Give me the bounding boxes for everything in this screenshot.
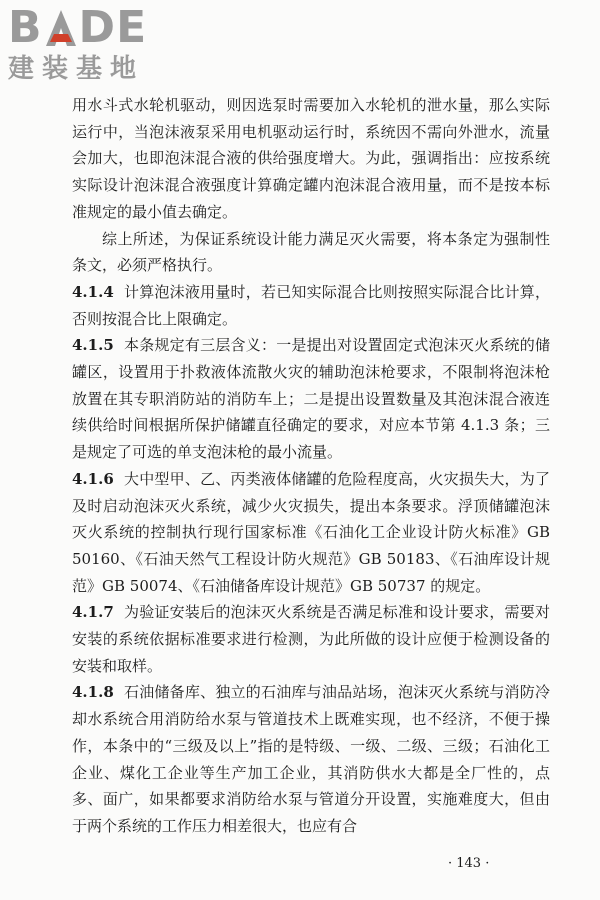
bade-logo [8, 4, 188, 88]
logo-a-mark [44, 8, 78, 48]
clause-number: 4.1.7 [72, 603, 114, 622]
clause-text: 石油储备库、独立的石油库与油品站场，泡沫灭火系统与消防冷却水系统合用消防给水泵与管道技术上既难实现，也不经济，不便于操作，本条中的“三级及以上”指的是特级、一级、二级、三级；石油化工企业、煤化工企业等生产加工企业，其消防供水大都是全厂性的，点多、面广，如果都要求消防给水泵与管道分开设置，实施难度大，但由于两个系统的工作压力相差很大，也应有合 [72, 683, 550, 835]
clause-number: 4.1.8 [72, 683, 114, 702]
logo-letters-de: DE [78, 2, 148, 53]
clause-4-1-6 [72, 466, 550, 600]
paragraph: 用水斗式水轮机驱动，则因选泵时需要加入水轮机的泄水量，那么实际运行中，当泡沫液泵采用电机驱动运行时，系统因不需向外泄水，流量会加大，也即泡沫混合液的供给强度增大。为此，强调指出：应按系统实际设计泡沫混合液强度计算确定罐内泡沫混合液用量，而不是按本标准规定的最小值去确定。 [72, 96, 550, 221]
clause-4-1-4 [72, 279, 550, 332]
clause-number: 4.1.5 [72, 336, 114, 355]
clause-4-1-5 [72, 332, 550, 466]
page-number: · 143 · [448, 856, 490, 871]
logo-letter-b: B [8, 2, 43, 53]
clause-text: 计算泡沫液用量时，若已知实际混合比则按照实际混合比计算，否则按混合比上限确定。 [72, 282, 550, 328]
clause-text: 为验证安装后的泡沫灭火系统是否满足标准和设计要求，需要对安装的系统依据标准要求进行检测，为此所做的设计应便于检测设备的安装和取样。 [72, 603, 550, 675]
clause-text: 本条规定有三层含义：一是提出对设置固定式泡沫灭火系统的储罐区，设置用于扑救液体流散火灾的辅助泡沫枪要求，不限制将泡沫枪放置在其专职消防站的消防车上；二是提出设置数量及其泡沫混合液连续供给时间根据所保护储罐直径确定的要求，对应本节第 4.1.3 条；三是规定了可选的单支泡沫枪的最小流量。 [72, 336, 550, 462]
clause-4-1-7 [72, 599, 550, 679]
clause-text: 大中型甲、乙、丙类液体储罐的危险程度高，火灾损失大，为了及时启动泡沫灭火系统，减少火灾损失，提出本条要求。浮顶储罐泡沫灭火系统的控制执行现行国家标准《石油化工企业设计防火标准》GB 50160、《石油天然气工程设计防火规范》GB 50183、《石油库设计规范》GB 50074、《石油储备库设计规范》GB 50737 的规定。 [72, 469, 550, 595]
logo-subtitle: 建装基地 [8, 54, 145, 84]
clause-number: 4.1.4 [72, 282, 114, 301]
clause-4-1-8 [72, 679, 550, 839]
document-body [72, 92, 550, 840]
paragraph: 综上所述，为保证系统设计能力满足灭火需要，将本条定为强制性条文，必须严格执行。 [72, 229, 550, 275]
logo-wordmark [8, 4, 188, 52]
clause-number: 4.1.6 [72, 469, 114, 488]
